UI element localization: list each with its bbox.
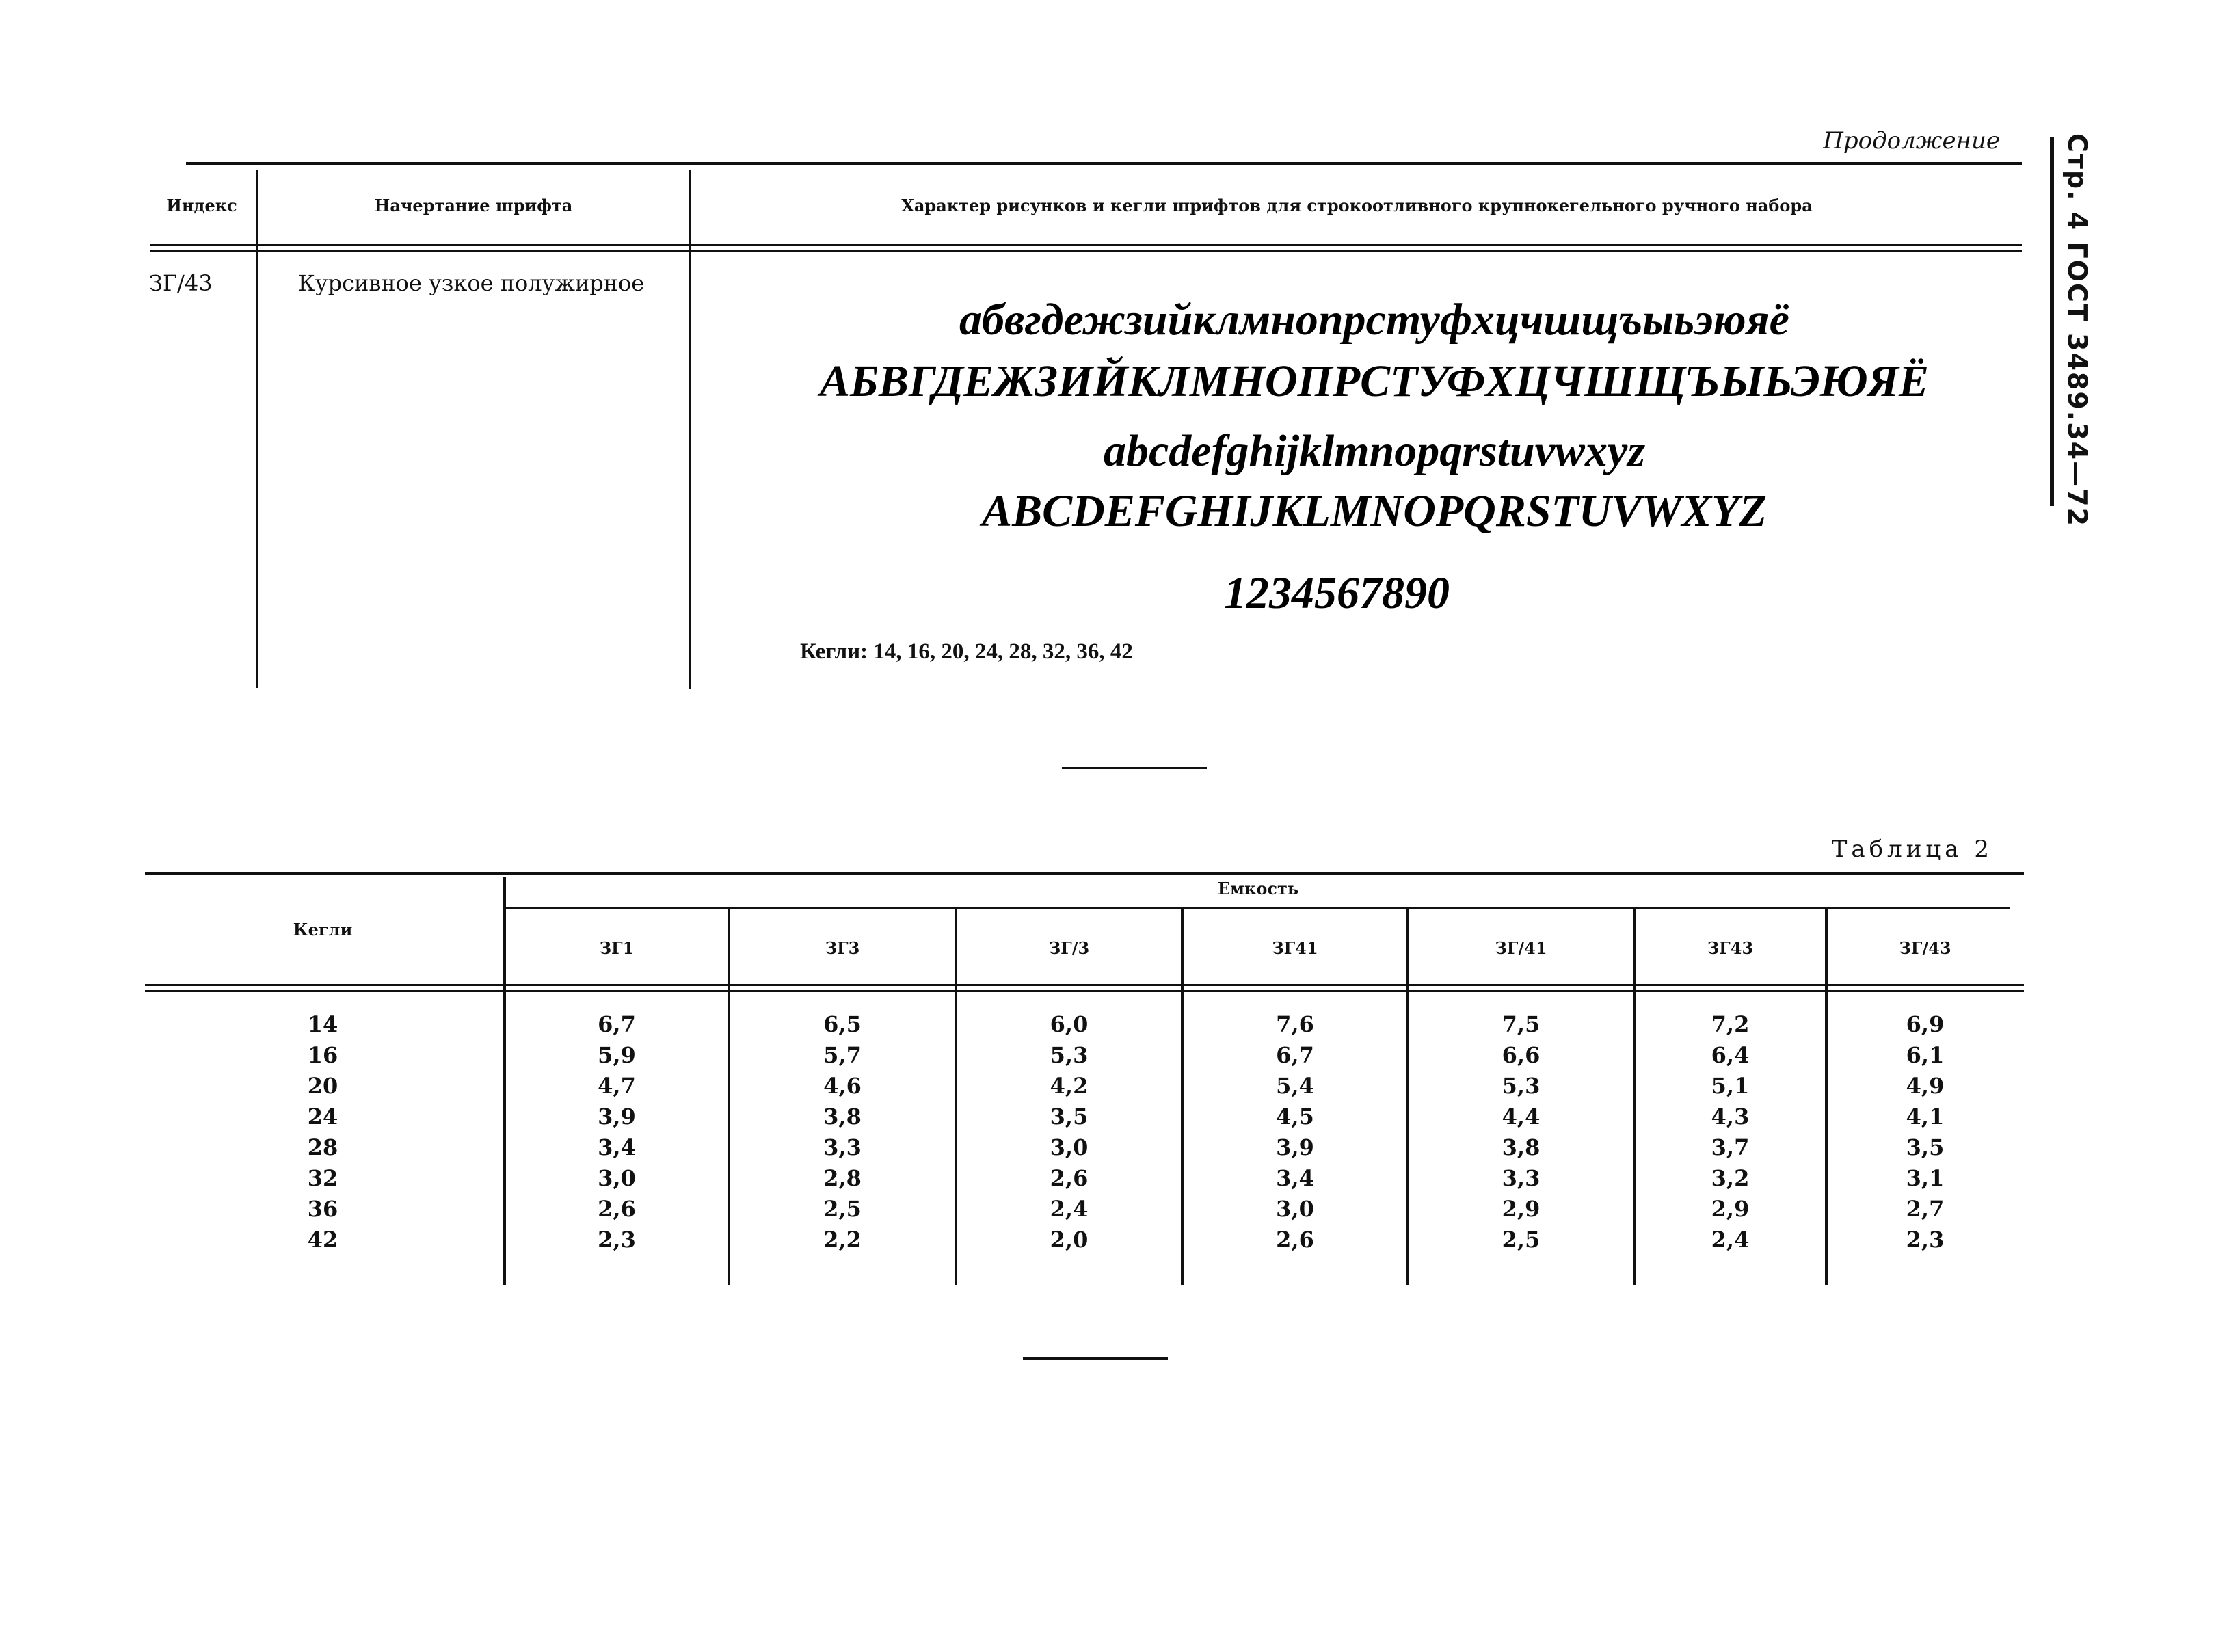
table2-kegl-cell: 24 (307, 1104, 338, 1130)
table2-subheader-rule (506, 907, 2010, 909)
table2-value-cell: 5,3 (1050, 1042, 1089, 1068)
table2-value-cell: 2,6 (598, 1196, 636, 1222)
top-table-header-rule-2 (150, 250, 2022, 252)
table2-value-cell: 4,1 (1906, 1104, 1945, 1130)
table2-value-cell: 5,7 (823, 1042, 862, 1068)
row-font-style: Курсивное узкое полужирное (298, 270, 645, 296)
table2-kegl-cell: 32 (307, 1165, 338, 1191)
top-table-header-rule (150, 244, 2022, 246)
table2-kegl-cell: 36 (307, 1196, 338, 1222)
sample-cyrillic-uppercase: АБВГДЕЖЗИЙКЛМНОПРСТУФХЦЧШЩЪЫЬЭЮЯЁ (819, 356, 1930, 406)
table2-top-rule (145, 872, 2024, 875)
table2-value-cell: 2,3 (1906, 1227, 1945, 1253)
table2-value-cell: 2,6 (1050, 1165, 1089, 1191)
sample-latin-lowercase: abcdefghijklmnopqrstuvwxyz (1103, 426, 1646, 476)
table2-value-cell: 4,6 (823, 1073, 862, 1099)
table2-kegl-cell: 42 (307, 1227, 338, 1253)
top-table-col-divider-2 (689, 170, 691, 689)
table2-caption: Таблица 2 (1831, 836, 1993, 863)
table2-value-cell: 4,3 (1711, 1104, 1750, 1130)
table2-header-rule-2 (145, 990, 2024, 992)
table2-kegl-cell: 14 (307, 1011, 338, 1037)
table2-value-cell: 3,8 (1502, 1134, 1541, 1160)
sample-cyrillic-lowercase: абвгдежзийклмнопрстуфхцчшщъыьэюяё (959, 295, 1789, 345)
table2-value-cell: 3,5 (1050, 1104, 1089, 1130)
table2-value-cell: 3,0 (1050, 1134, 1089, 1160)
table2-value-cell: 3,4 (1276, 1165, 1314, 1191)
top-table-col-divider-1 (256, 170, 258, 688)
table2-value-cell: 2,5 (1502, 1227, 1541, 1253)
table2-value-cell: 3,1 (1906, 1165, 1945, 1191)
table2-value-cell: 7,6 (1276, 1011, 1314, 1037)
header-character: Характер рисунков и кегли шрифтов для строкоотливного крупнокегельного ручного набора (901, 196, 1813, 215)
sample-sizes: Кегли: 14, 16, 20, 24, 28, 32, 36, 42 (800, 639, 1133, 664)
table2-value-cell: 2,4 (1050, 1196, 1089, 1222)
continuation-label: Продолжение (1823, 127, 2000, 155)
table2-value-cell: 3,0 (1276, 1196, 1314, 1222)
table2-value-cell: 2,7 (1906, 1196, 1945, 1222)
table2-value-cell: 3,2 (1711, 1165, 1750, 1191)
table2-value-cell: 6,1 (1906, 1042, 1945, 1068)
table2-value-cell: 2,6 (1276, 1227, 1314, 1253)
table2-value-cell: 2,8 (823, 1165, 862, 1191)
table2-value-cell: 6,4 (1711, 1042, 1750, 1068)
side-page-label: Стр. 4 ГОСТ 3489.34—72 (2062, 133, 2092, 527)
table2-value-cell: 2,3 (598, 1227, 636, 1253)
table2-value-cell: 2,0 (1050, 1227, 1089, 1253)
sample-latin-uppercase: ABCDEFGHIJKLMNOPQRSTUVWXYZ (982, 486, 1767, 536)
table2-value-cell: 3,3 (1502, 1165, 1541, 1191)
table2-col-header: ЗГ/41 (1495, 938, 1547, 958)
table2-value-cell: 4,9 (1906, 1073, 1945, 1099)
table2-value-cell: 2,9 (1711, 1196, 1750, 1222)
table2-header-capacity: Емкость (1217, 879, 1299, 898)
table2-value-cell: 3,5 (1906, 1134, 1945, 1160)
table2-value-cell: 5,9 (598, 1042, 636, 1068)
table2-col-header: ЗГ/43 (1899, 938, 1951, 958)
table2-value-cell: 6,5 (823, 1011, 862, 1037)
table2-value-cell: 4,4 (1502, 1104, 1541, 1130)
table2-value-cell: 6,0 (1050, 1011, 1089, 1037)
table2-value-cell: 2,2 (823, 1227, 862, 1253)
section-divider-2 (1023, 1357, 1168, 1360)
table2-kegl-cell: 28 (307, 1134, 338, 1160)
table2-value-cell: 4,5 (1276, 1104, 1314, 1130)
side-page-rule (2050, 137, 2054, 506)
table2-value-cell: 3,9 (1276, 1134, 1314, 1160)
row-index: ЗГ/43 (149, 270, 213, 296)
top-table-top-rule (186, 162, 2022, 165)
table2-col-header: ЗГ1 (599, 938, 635, 958)
table2-col-header: ЗГ/3 (1048, 938, 1090, 958)
table2-value-cell: 5,3 (1502, 1073, 1541, 1099)
table2-value-cell: 2,4 (1711, 1227, 1750, 1253)
table2-value-cell: 4,2 (1050, 1073, 1089, 1099)
header-font-style: Начертание шрифта (374, 196, 573, 215)
header-index: Индекс (166, 196, 237, 215)
table2-kegl-cell: 16 (307, 1042, 338, 1068)
table2-value-cell: 3,8 (823, 1104, 862, 1130)
section-divider-1 (1062, 767, 1207, 769)
table2-value-cell: 2,5 (823, 1196, 862, 1222)
table2-value-cell: 3,4 (598, 1134, 636, 1160)
table2-value-cell: 5,4 (1276, 1073, 1314, 1099)
table2-value-cell: 6,7 (598, 1011, 636, 1037)
table2-col-header: ЗГ43 (1707, 938, 1754, 958)
table2-col-header: ЗГ3 (825, 938, 860, 958)
sample-digits: 1234567890 (1224, 568, 1450, 618)
table2-value-cell: 6,6 (1502, 1042, 1541, 1068)
table2-kegl-cell: 20 (307, 1073, 338, 1099)
table2-value-cell: 4,7 (598, 1073, 636, 1099)
table2-value-cell: 7,5 (1502, 1011, 1541, 1037)
table2-header-rule (145, 984, 2024, 986)
table2-value-cell: 3,3 (823, 1134, 862, 1160)
table2-value-cell: 6,9 (1906, 1011, 1945, 1037)
table2-value-cell: 3,7 (1711, 1134, 1750, 1160)
table2-value-cell: 3,9 (598, 1104, 636, 1130)
table2-value-cell: 3,0 (598, 1165, 636, 1191)
table2-header-kegli: Кегли (293, 920, 353, 940)
table2-value-cell: 6,7 (1276, 1042, 1314, 1068)
table2-value-cell: 2,9 (1502, 1196, 1541, 1222)
table2-value-cell: 7,2 (1711, 1011, 1750, 1037)
table2-col-header: ЗГ41 (1272, 938, 1318, 958)
table2-value-cell: 5,1 (1711, 1073, 1750, 1099)
